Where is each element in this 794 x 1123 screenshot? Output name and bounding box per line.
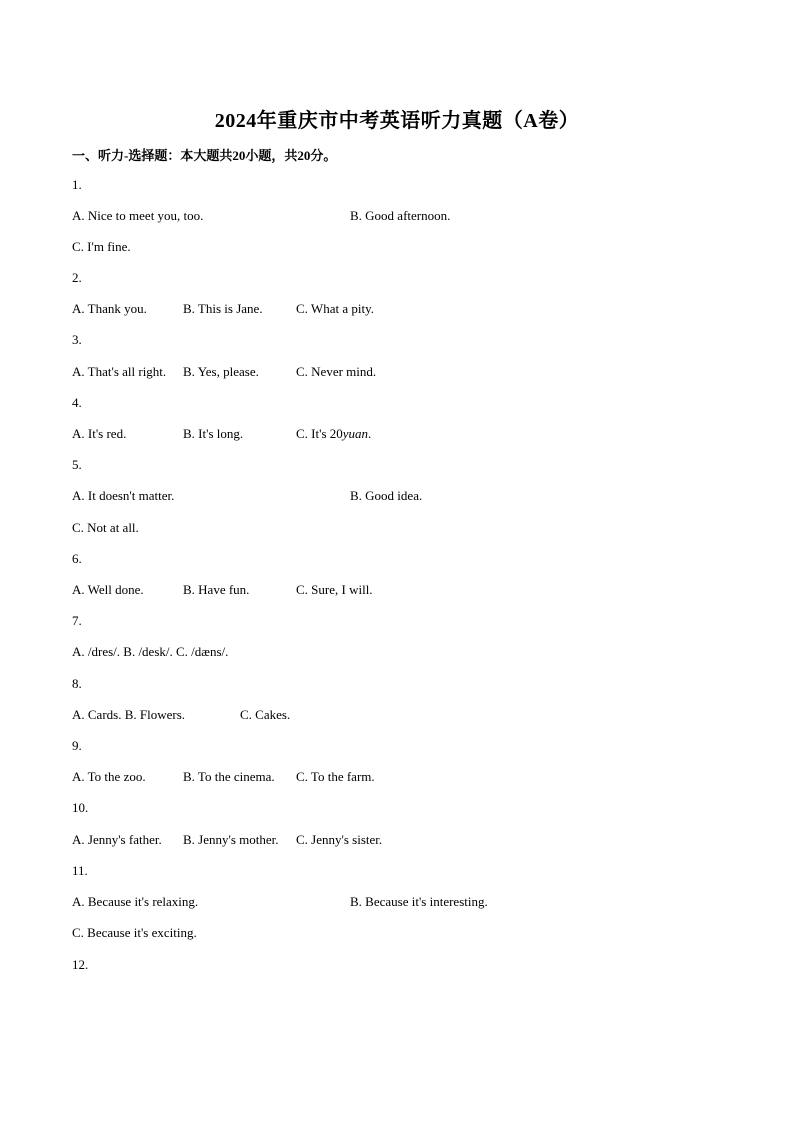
question-6-number: 6.: [72, 551, 82, 566]
question-6-option-b: B. Have fun.: [183, 582, 250, 597]
question-12-number: 12.: [72, 957, 89, 972]
question-9-option-a: A. To the zoo.: [72, 769, 146, 784]
question-9-option-b: B. To the cinema.: [183, 769, 275, 784]
question-4-option-a: A. It's red.: [72, 426, 127, 441]
question-6-option-c: C. Sure, I will.: [296, 582, 373, 597]
question-2-option-a: A. Thank you.: [72, 301, 147, 316]
question-1-option-a: A. Nice to meet you, too.: [72, 208, 204, 223]
question-4-option-c-text: C. It's 20: [296, 426, 343, 441]
page-title: 2024年重庆市中考英语听力真题（A卷）: [214, 110, 580, 132]
question-10-option-c: C. Jenny's sister.: [296, 832, 383, 847]
question-3-option-a: A. That's all right.: [72, 364, 167, 379]
question-7-options: A. /dres/. B. /desk/. C. /dæns/.: [72, 644, 229, 659]
question-8-number: 8.: [72, 676, 82, 691]
question-9-number: 9.: [72, 738, 82, 753]
question-5-option-c: C. Not at all.: [72, 520, 139, 535]
question-8-option-c: C. Cakes.: [240, 707, 291, 722]
question-3-option-c: C. Never mind.: [296, 364, 377, 379]
question-5-option-a: A. It doesn't matter.: [72, 488, 175, 503]
question-10-number: 10.: [72, 800, 89, 815]
question-2-option-c: C. What a pity.: [296, 301, 374, 316]
question-1-number: 1.: [72, 177, 82, 192]
question-3-option-b: B. Yes, please.: [183, 364, 259, 379]
question-4-option-c: [296, 425, 371, 443]
question-2-number: 2.: [72, 270, 82, 285]
question-11-option-b: B. Because it's interesting.: [350, 894, 488, 909]
question-10-option-b: B. Jenny's mother.: [183, 832, 279, 847]
question-5-number: 5.: [72, 457, 82, 472]
question-11-number: 11.: [72, 863, 88, 878]
question-11-option-a: A. Because it's relaxing.: [72, 894, 199, 909]
question-9-option-c: C. To the farm.: [296, 769, 375, 784]
question-8-option-a-b: A. Cards. B. Flowers.: [72, 707, 186, 722]
question-10-option-a: A. Jenny's father.: [72, 832, 162, 847]
question-1-option-b: B. Good afternoon.: [350, 208, 451, 223]
question-5-option-b: B. Good idea.: [350, 488, 423, 503]
question-6-option-a: A. Well done.: [72, 582, 144, 597]
question-4-option-b: B. It's long.: [183, 426, 244, 441]
question-4-number: 4.: [72, 395, 82, 410]
question-4-option-c-unit: yuan: [342, 426, 369, 441]
question-2-option-b: B. This is Jane.: [183, 301, 263, 316]
question-4-option-c-period: .: [368, 426, 372, 441]
question-3-number: 3.: [72, 332, 82, 347]
question-7-number: 7.: [72, 613, 82, 628]
question-11-option-c: C. Because it's exciting.: [72, 925, 197, 940]
question-1-option-c: C. I'm fine.: [72, 239, 131, 254]
section-heading: 一、听力-选择题：本大题共20小题，共20分。: [72, 148, 337, 163]
